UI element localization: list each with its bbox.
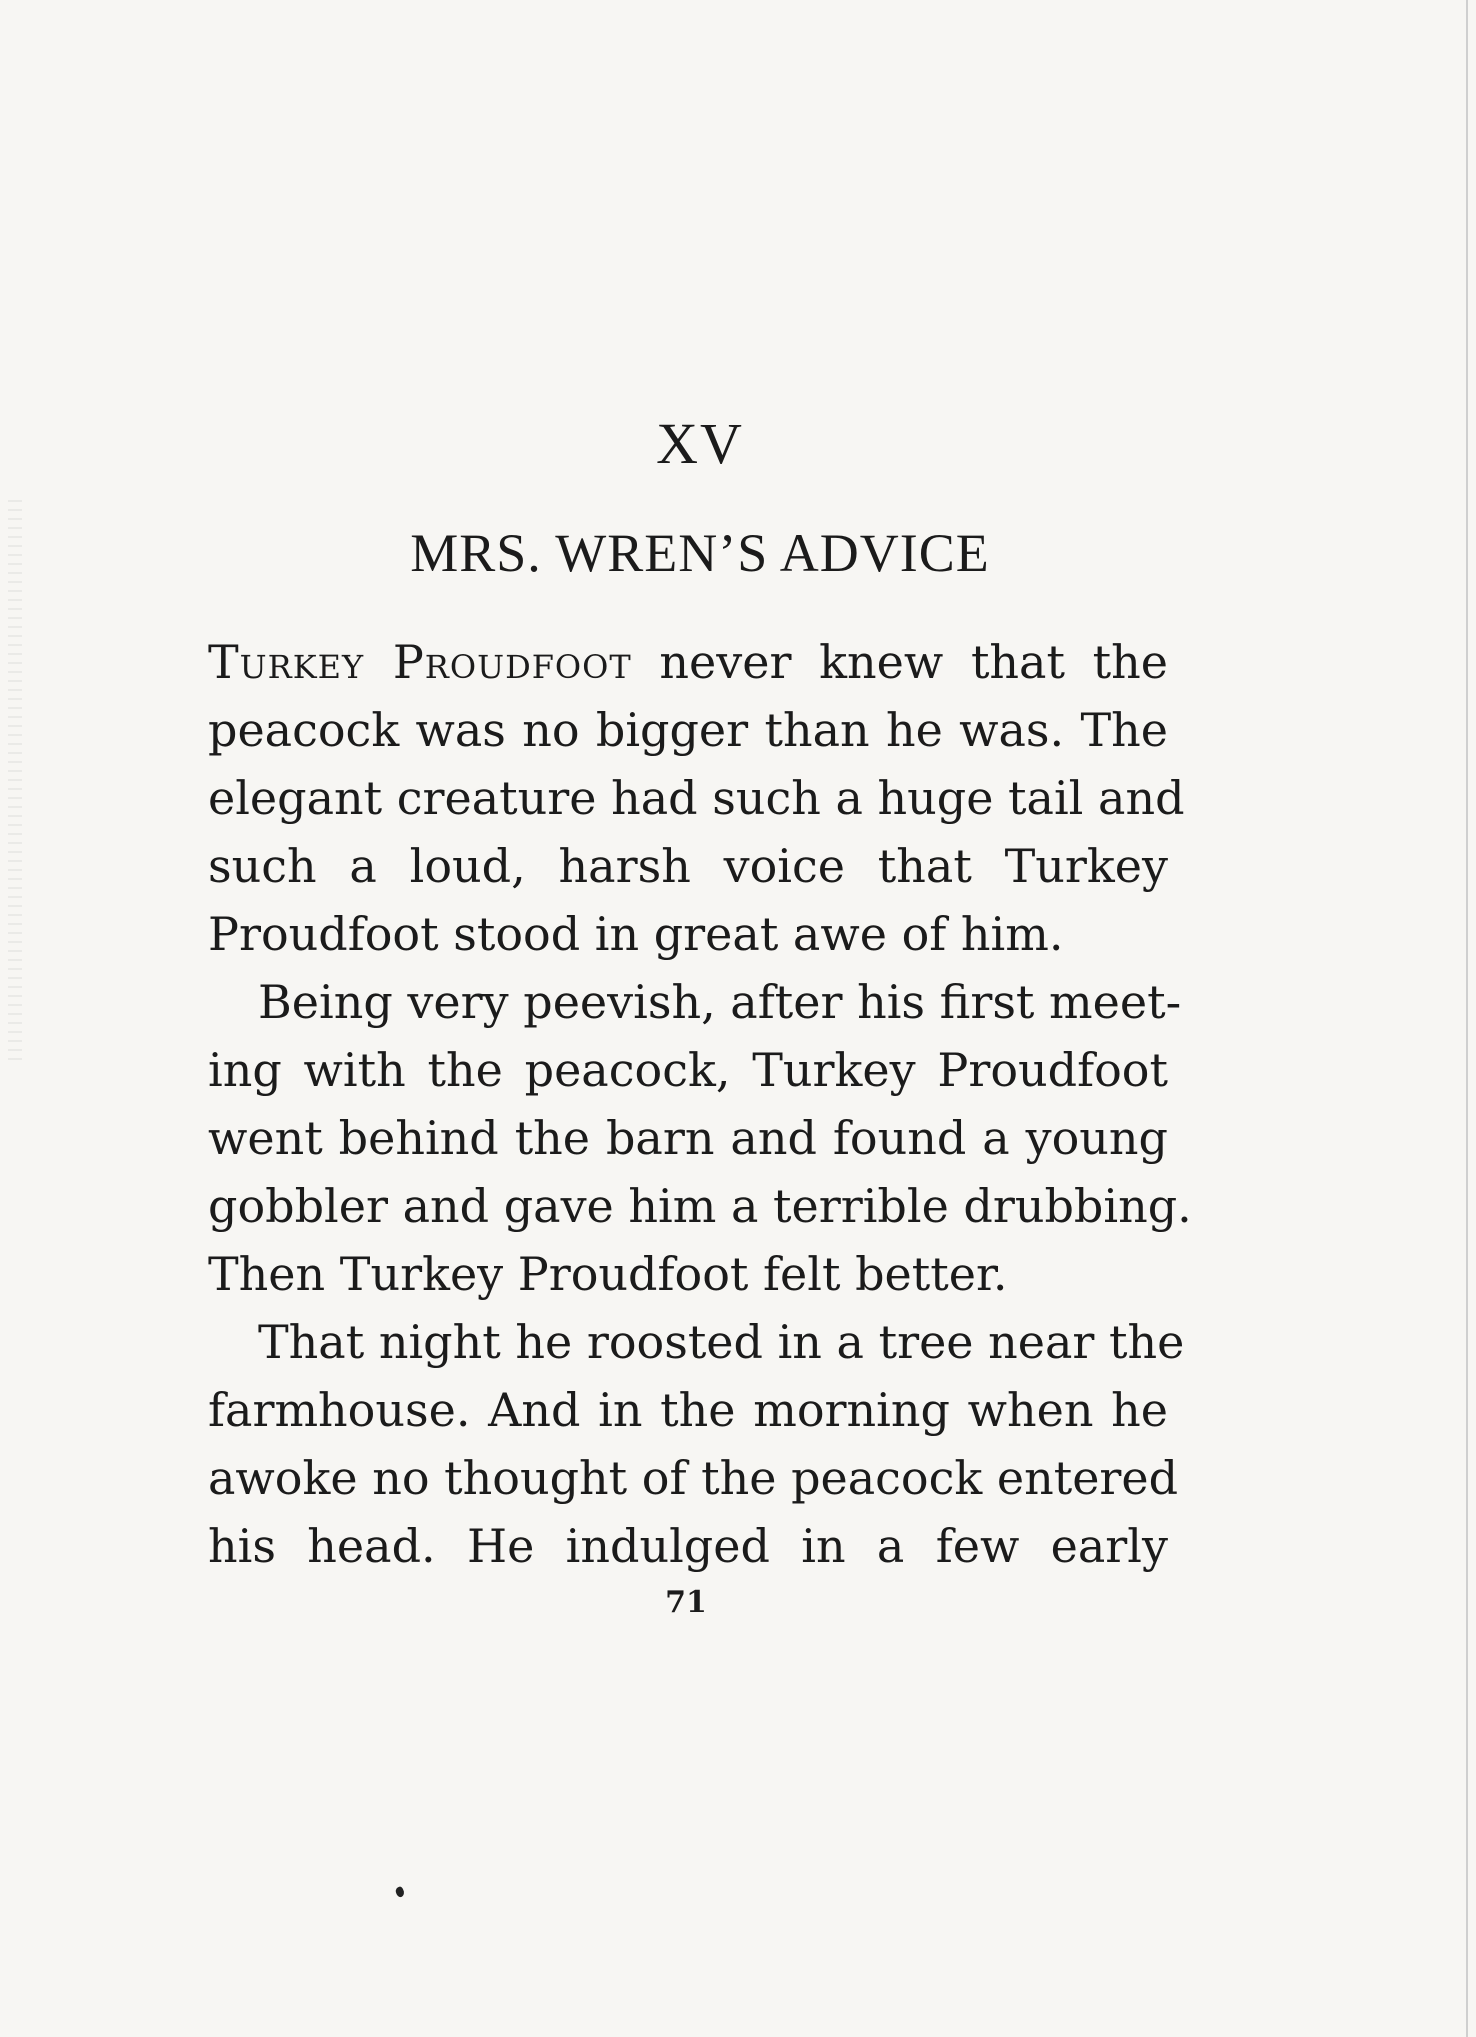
- text-line: never knew that the: [631, 635, 1168, 689]
- text-line: went behind the barn and found a young: [208, 1111, 1168, 1165]
- ink-speck: [394, 1886, 406, 1899]
- text-line: That night he roosted in a tree near the: [258, 1315, 1185, 1369]
- lead-smallcaps: Turkey Proudfoot: [208, 635, 632, 689]
- text-line: ing with the peacock, Turkey Proudfoot: [208, 1043, 1168, 1097]
- paragraph-1-line-1: [208, 628, 1168, 696]
- text-line: Then Turkey Proudfoot felt better.: [208, 1247, 1008, 1301]
- text-line: Being very peevish, after his first meet-: [258, 975, 1182, 1029]
- chapter-number: XV: [656, 411, 744, 476]
- body-text: [208, 628, 1192, 1580]
- text-line: his head. He indulged in a few early: [208, 1519, 1168, 1573]
- scan-speckle: [8, 500, 22, 1060]
- page-number: 71: [665, 1585, 707, 1620]
- text-line: peacock was no bigger than he was. The: [208, 703, 1168, 757]
- text-line: gobbler and gave him a terrible drubbing.: [208, 1179, 1192, 1233]
- text-line: awoke no thought of the peacock entered: [208, 1451, 1179, 1505]
- text-line: such a loud, harsh voice that Turkey: [208, 839, 1168, 893]
- text-line: Proudfoot stood in great awe of him.: [208, 907, 1064, 961]
- chapter-title: MRS. WREN’S ADVICE: [410, 523, 990, 583]
- text-line: farmhouse. And in the morning when he: [208, 1383, 1168, 1437]
- page-edge-shadow: [1466, 0, 1468, 2037]
- text-line: elegant creature had such a huge tail and: [208, 771, 1185, 825]
